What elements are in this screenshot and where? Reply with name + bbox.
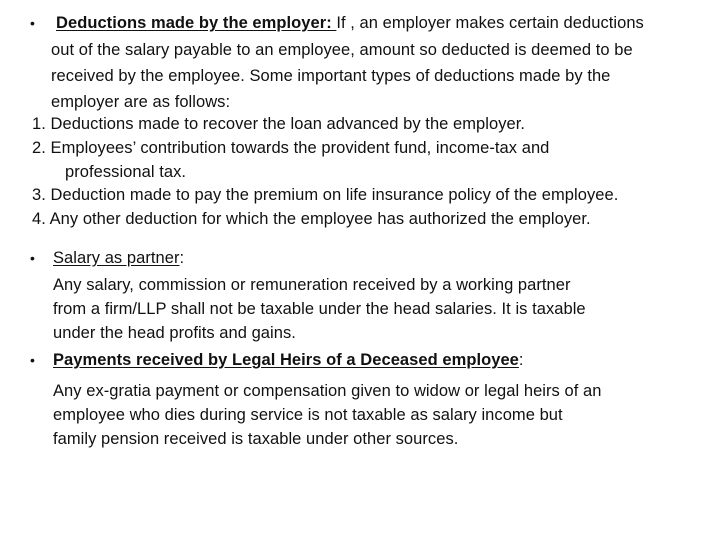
section-deductions-first-line — [56, 12, 644, 34]
heading-colon: : — [518, 351, 524, 369]
list-item-number: 1. — [32, 115, 46, 133]
list-item-continuation: professional tax. — [65, 163, 186, 181]
list-item — [32, 184, 618, 206]
list-item-number: 4. — [32, 210, 46, 228]
section-deductions-intro-0: If , an employer makes certain deductions — [336, 14, 644, 32]
section-deductions-intro-2: received by the employee. Some important types of deductions made by the — [51, 67, 611, 85]
section-legal-heirs-title — [53, 349, 524, 371]
list-item — [32, 113, 525, 135]
list-item-text: Employees’ contribution towards the provident fund, income-tax and — [50, 139, 550, 157]
section-salary-partner-line-1: from a firm/LLP shall not be taxable under the head salaries. It is taxable — [53, 300, 586, 318]
section-deductions-intro-1: out of the salary payable to an employee, amount so deducted is deemed to be — [51, 41, 633, 59]
section-deductions-heading: Deductions made by the employer: — [56, 14, 337, 32]
list-item-number: 3. — [32, 186, 46, 204]
section-legal-heirs-line-2: family pension received is taxable under other sources. — [53, 430, 459, 448]
list-item — [32, 208, 591, 230]
section-salary-partner-line-0: Any salary, commission or remuneration received by a working partner — [53, 276, 571, 294]
section-salary-partner-line-2: under the head profits and gains. — [53, 324, 296, 342]
section-legal-heirs-line-1: employee who dies during service is not taxable as salary income but — [53, 406, 563, 424]
list-item-text: Deductions made to recover the loan advanced by the employer. — [50, 115, 526, 133]
bullet-marker: • — [30, 15, 35, 31]
list-item-text: Any other deduction for which the employee has authorized the employer. — [49, 210, 591, 228]
section-salary-partner-heading: Salary as partner — [53, 249, 180, 267]
list-item — [32, 137, 549, 159]
heading-colon: : — [179, 249, 185, 267]
list-item-text: Deduction made to pay the premium on life insurance policy of the employee. — [50, 186, 619, 204]
list-item-number: 2. — [32, 139, 46, 157]
section-legal-heirs-heading: Payments received by Legal Heirs of a Deceased employee — [53, 351, 519, 369]
bullet-marker: • — [30, 250, 35, 266]
section-salary-partner-title — [53, 247, 184, 269]
bullet-marker: • — [30, 352, 35, 368]
section-deductions-intro-3: employer are as follows: — [51, 93, 231, 111]
section-legal-heirs-line-0: Any ex-gratia payment or compensation given to widow or legal heirs of an — [53, 382, 602, 400]
